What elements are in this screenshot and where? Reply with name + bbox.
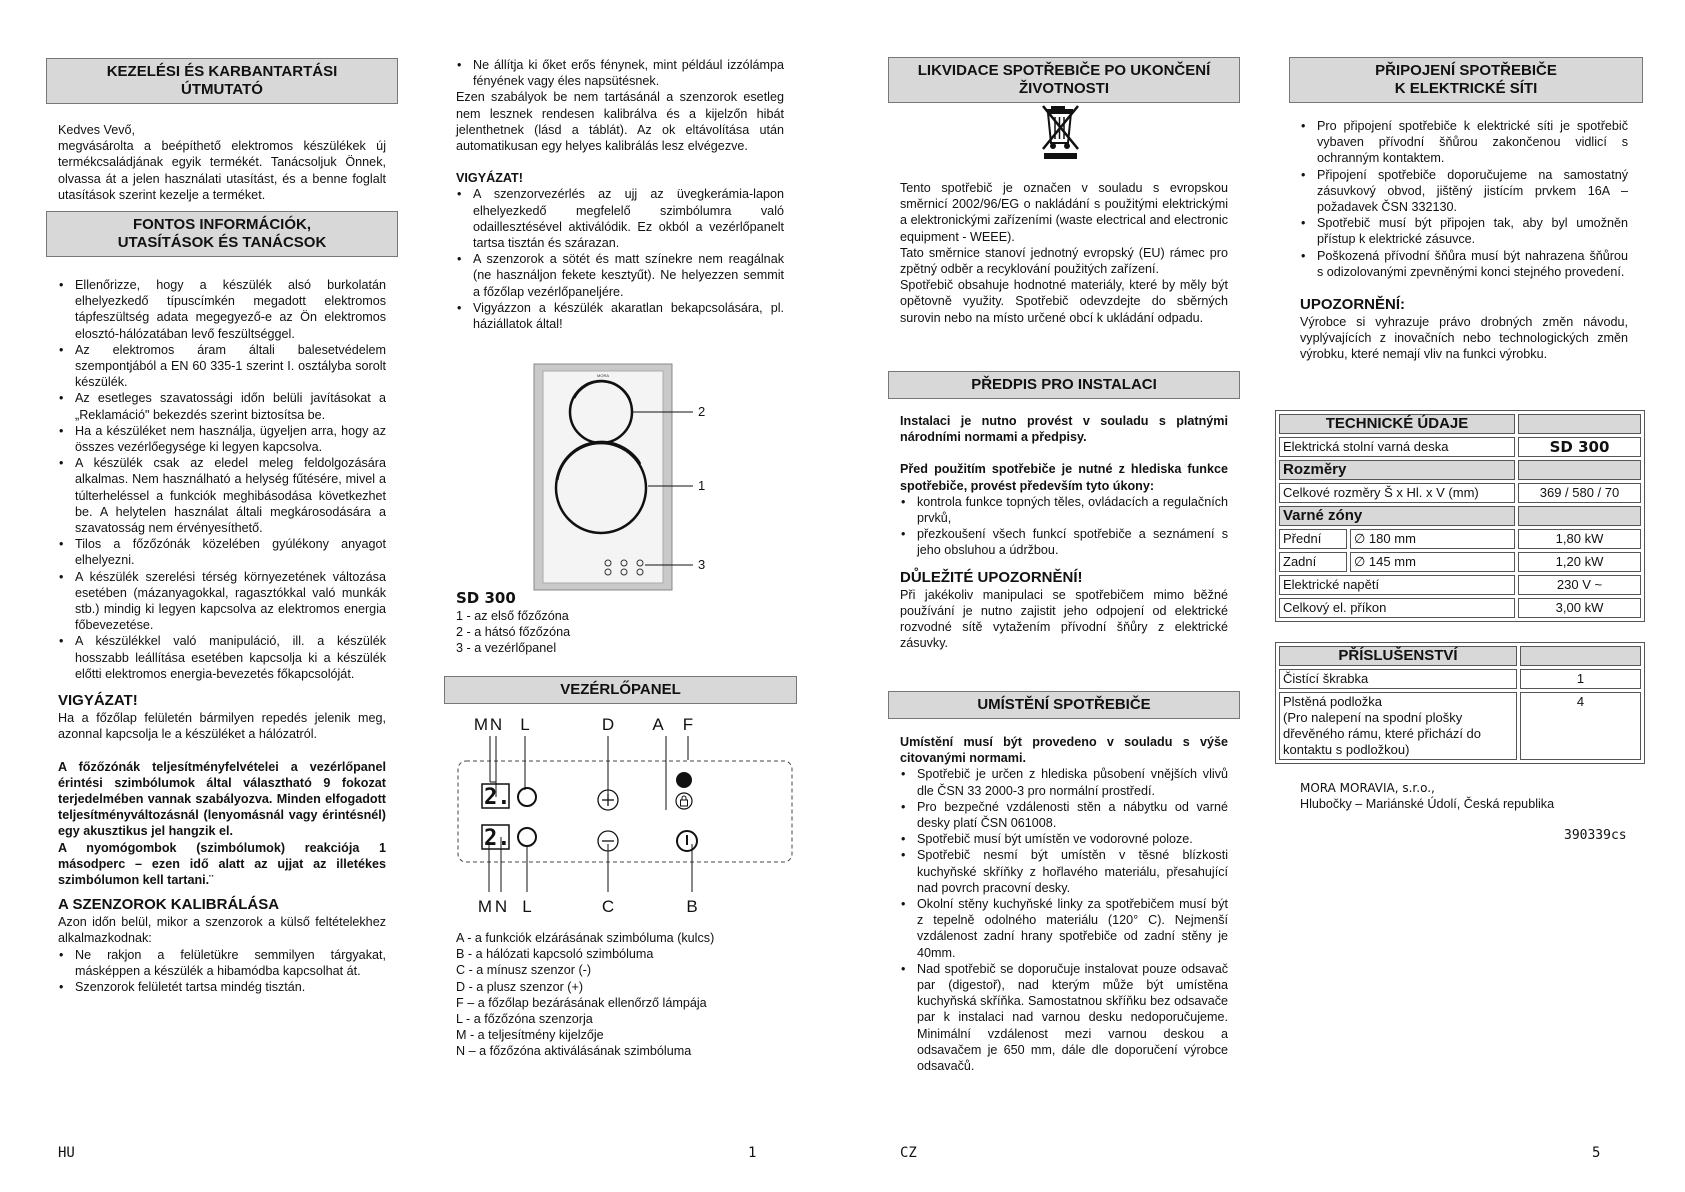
list-item: • Spotřebič musí být připojen tak, aby byl umožněn přístup k elektrické zásuvce. <box>1300 215 1628 247</box>
list-item: • Az esetleges szavatossági időn belüli javításokat a „Reklamáció" bekezdés szerint biztosítsa be. <box>58 390 386 422</box>
list-item: • kontrola funkce topných těles, ovládacích a regulačních prvků, <box>900 494 1228 526</box>
list-item: • Spotřebič je určen z hlediska působení vnějších vlivů dle ČSN 33 2000-3 pro normální prostředí. <box>900 766 1228 798</box>
power-label: Celkový el. příkon <box>1279 598 1515 618</box>
letter-b-bottom: B <box>686 897 698 916</box>
list-item: • Spotřebič nesmí být umístěn v těsné blízkosti kuchyňské skříňky z hořlavého materiálu, přesahující nad povrch pracovní desky. <box>900 847 1228 896</box>
zones-header: Varné zóny <box>1279 506 1515 526</box>
letter-a-top: A <box>652 715 664 734</box>
greeting: Kedves Vevő, <box>58 123 136 137</box>
model-label: SD 300 <box>456 589 516 607</box>
voltage-value: 230 V ~ <box>1518 575 1641 595</box>
list-item: • Pro bezpečné vzdálenosti stěn a nábytku od varné desky platí ČSN 061008. <box>900 799 1228 831</box>
table-row <box>1279 414 1641 434</box>
power-value: 3,00 kW <box>1518 598 1641 618</box>
letter-l-top: L <box>520 715 530 734</box>
dimensions-label: Celkové rozměry Š x Hl. x V (mm) <box>1279 483 1515 503</box>
legend-item: A - a funkciók elzárásának szimbóluma (kulcs) <box>456 931 715 945</box>
warning-text: Ha a főzőlap felületén bármilyen repedés jelenik meg, azonnal kapcsolja le a készüléket a hálózatról. <box>58 711 386 742</box>
list-item: • přezkoušení všech funkcí spotřebiče a seznámení s jeho obsluhou a údržbou. <box>900 526 1228 558</box>
hob-legend <box>456 588 756 657</box>
page-label-hu: HU <box>58 1145 75 1161</box>
weee-bin-icon <box>1040 103 1082 161</box>
button-reaction-text: A nyomógombok (szimbólumok) reakciója 1 másodperc – ezen idő alatt az ujjat az illetékes szimbólumon kell tartani.¨ <box>58 840 386 887</box>
product-label: Elektrická stolní varná deska <box>1279 437 1515 457</box>
list-item: • Szenzorok felületét tartsa mindég tisztán. <box>58 979 386 995</box>
voltage-label: Elektrické napětí <box>1279 575 1515 595</box>
section-header-operating: KEZELÉSI ÉS KARBANTARTÁSI ÚTMUTATÓ <box>46 58 398 104</box>
list-item: • Ellenőrizze, hogy a készülék alsó burkolatán elhelyezkedő típuscímkén megadott elektromos tápfeszültség adata megegyező-e az Ön elektromos elosztó-hálózatában levő feszültséggel. <box>58 277 386 342</box>
tech-title-blank <box>1518 414 1641 434</box>
list-item: • Ne rakjon a felületükre semmilyen tárgyakat, másképpen a készülék a hibamódba kapcsolhat át. <box>58 947 386 979</box>
company-name: MORA MORAVIA, s.r.o., <box>1300 781 1435 795</box>
list-item: • Az elektromos áram általi balesetvédelem szempontjából a EN 60 335-1 szerint I. osztályba sorolt készülék. <box>58 342 386 391</box>
column-hu-1 <box>58 58 386 995</box>
light-bullet <box>456 57 784 89</box>
placement-norms-text: Umístění musí být provedeno v souladu s výše citovanými normami. <box>900 735 1228 766</box>
column-cz-1 <box>900 180 1228 326</box>
warning-title: VIGYÁZAT! <box>58 692 138 710</box>
calibration-title: A SZENZOROK KALIBRÁLÁSA <box>58 896 280 914</box>
callout-1: 1 <box>698 478 706 493</box>
disposal-text-3: Spotřebič obsahuje hodnotné materiály, které by měly být opětovně využity. Spotřebič odevzdejte do sběrných surovin nebo na místo určené obcí k ukládání odpadu. <box>900 278 1228 325</box>
lock-indicator-lamp <box>676 772 692 788</box>
accessories-title-blank <box>1520 646 1641 666</box>
installation-norms-text: Instalaci je nutno provést v souladu s platnými národními normami a předpisy. <box>900 414 1228 445</box>
letter-c-bottom: C <box>601 897 615 916</box>
zone-sensor-rear <box>518 788 536 806</box>
section-header-important-info: FONTOS INFORMÁCIÓK, UTASÍTÁSOK ÉS TANÁCSOK <box>46 211 398 257</box>
scraper-label: Čistící škrabka <box>1279 669 1517 689</box>
legend-item: F – a főzőlap bezárásának ellenőrző lámpája <box>456 995 707 1010</box>
letter-d-top: D <box>601 715 615 734</box>
legend-item: 2 - a hátsó főzőzóna <box>456 625 571 640</box>
page-label-cz: CZ <box>900 1145 917 1161</box>
control-panel-diagram <box>452 712 797 917</box>
letter-l-bottom: L <box>522 897 532 916</box>
list-item: • A készülék csak az eledel meleg feldolgozására alkalmas. Nem használható a helység fűtésére, mivel a túlterheléssel a funkciók meghibásodása következhet be. A helytelen használat általi megkárosodására a szavatosság nem érvényesíthető. <box>58 455 386 536</box>
table-row <box>1279 575 1641 595</box>
warning-bullet-list <box>456 186 784 332</box>
important-notice-text: Při jakékoliv manipulaci se spotřebičem mimo běžné používání je nutno zajistit jeho odpojení od elektrické rozvodné sítě vytažením přívodní šňůry z elektrické zásuvky. <box>900 587 1228 651</box>
table-row <box>1279 646 1641 666</box>
placement-bullet-list <box>900 766 1228 1074</box>
column-cz-2 <box>1300 118 1628 363</box>
legend-item: N – a főzőzóna aktiválásának szimbóluma <box>456 1044 692 1059</box>
company-info <box>1300 780 1630 812</box>
list-item: • A készülék szerelési térség környezetének változása esetében (mázanyagokkal, ragasztókkal való munkák stb.) mindig ki legyen kapcsolva az elektromos energia főbevezetése. <box>58 569 386 634</box>
table-row <box>1279 483 1641 503</box>
important-notice-title: DŮLEŽITÉ UPOZORNĚNÍ! <box>900 568 1083 586</box>
list-item: • A szenzorvezérlés az ujj az üvegkerámia-lapon elhelyezkedő megfelelő szimbólumra való odaillesztésével aktiválódik. Ez okból a vezérlőpanelt tartsa tisztán és szárazan. <box>456 186 784 251</box>
letter-n-top: N <box>489 715 503 734</box>
letter-m-bottom: M <box>477 897 493 916</box>
warning-title-2: VIGYÁZAT! <box>456 171 523 186</box>
scraper-value: 1 <box>1520 669 1641 689</box>
calibration-text: Azon időn belül, mikor a szenzorok a külső feltételekhez alkalmazkodnak: <box>58 915 386 946</box>
hob-brand-logo: MORA <box>597 373 609 378</box>
felt-pad-value: 4 <box>1520 692 1641 760</box>
zones-blank <box>1518 506 1641 526</box>
legend-item: B - a hálózati kapcsoló szimbóluma <box>456 947 654 962</box>
pre-use-bullet-list <box>900 494 1228 559</box>
accessories-table <box>1275 642 1645 764</box>
list-item: • Ne állítja ki őket erős fénynek, mint például izzólámpa fényének vagy éles napsütésnek. <box>456 57 784 89</box>
zone-sensor-front <box>518 828 536 846</box>
list-item: • A készülékkel való manipuláció, ill. a készülék hosszabb leállítása esetében kapcsolja ki a készülék előtti elektromos energia-bevezetés főkapcsolóját. <box>58 633 386 682</box>
section-header-placement: UMÍSTĚNÍ SPOTŘEBIČE <box>888 691 1240 719</box>
letter-f-top: F <box>682 715 694 734</box>
felt-pad-label: Plstěná podložka (Pro nalepení na spodní plošky dřevěného rámu, které přichází do kontaktu s podložkou) <box>1279 692 1517 760</box>
notice-title: UPOZORNĚNÍ: <box>1300 296 1405 314</box>
table-row <box>1279 506 1641 526</box>
technical-data-table <box>1275 410 1645 622</box>
rear-zone-power: 1,20 kW <box>1518 552 1641 572</box>
table-row <box>1279 669 1641 689</box>
section-header-connection: PŘIPOJENÍ SPOTŘEBIČE K ELEKTRICKÉ SÍTI <box>1289 57 1643 103</box>
letter-n-bottom: N <box>494 897 508 916</box>
callout-2: 2 <box>698 404 706 419</box>
section-header-installation: PŘEDPIS PRO INSTALACI <box>888 371 1240 399</box>
column-hu-2 <box>456 57 784 332</box>
column-cz-installation <box>900 413 1228 651</box>
legend-item: M - a teljesítmény kijelzője <box>456 1028 604 1043</box>
intro-text: megvásárolta a beépíthető elektromos készülékek új termékcsaládjának egyik termékét. Tanácsoljuk Önnek, olvassa át a jelen használati utasítást, és a benne foglalt utasítások szerint kezelje a terméket. <box>58 139 386 202</box>
list-item: • Tilos a főzőzónák közelében gyúlékony anyagot elhelyezni. <box>58 536 386 568</box>
accessories-title-cell: PŘÍSLUŠENSTVÍ <box>1279 646 1517 666</box>
table-row <box>1279 529 1641 549</box>
column-cz-placement <box>900 734 1228 1074</box>
table-row <box>1279 552 1641 572</box>
table-row <box>1279 460 1641 480</box>
page-number-5: 5 <box>1592 1145 1601 1161</box>
legend-item: 1 - az első főzőzóna <box>456 609 569 623</box>
section-header-control-panel: VEZÉRLŐPANEL <box>444 676 797 704</box>
callout-3: 3 <box>698 557 706 572</box>
disposal-text-1: Tento spotřebič je označen v souladu s evropskou směrnicí 2002/96/EG o nakládání s použitými elektrickými a elektronickými zařízeními (waste electrical and electronic equipment - WEEE). <box>900 181 1228 244</box>
list-item: • Ha a készüléket nem használja, ügyeljen arra, hogy az összes vezérlőegysége ki legyen kapcsolva. <box>58 423 386 455</box>
connection-bullet-list <box>1300 118 1628 280</box>
front-zone-label: Přední <box>1279 529 1347 549</box>
page-number-1: 1 <box>748 1145 757 1161</box>
legend-item: D - a plusz szenzor (+) <box>456 979 584 994</box>
list-item: • Vigyázzon a készülék akaratlan bekapcsolására, pl. háziállatok által! <box>456 300 784 332</box>
pre-use-text: Před použitím spotřebiče je nutné z hlediska funkce spotřebiče, provést především tyto úkony: <box>900 462 1228 493</box>
info-bullet-list <box>58 277 386 682</box>
dimensions-header: Rozměry <box>1279 460 1515 480</box>
product-value: SD 300 <box>1518 437 1641 457</box>
legend-item: 3 - a vezérlőpanel <box>456 641 557 656</box>
disposal-text-2: Tato směrnice stanoví jednotný evropský (EU) rámec pro zpětný odběr a recyklování použitých zařízení. <box>900 245 1228 277</box>
calibration-note: Ezen szabályok be nem tartásánál a szenzorok esetleg nem lesznek rendesen kalibrálva és a kijelzőn hibát jelenthetnek (lásd a táblát). Az ok eltávolítása után automatikusan egy helyes kalibrálás lesz elvégezve. <box>456 90 784 154</box>
front-zone-power: 1,80 kW <box>1518 529 1641 549</box>
display-glyph-front: 2. <box>484 826 511 851</box>
table-row <box>1279 437 1641 457</box>
list-item: • Připojení spotřebiče doporučujeme na samostatný zásuvkový obvod, jištěný jistícím prvkem 16A – požadavek ČSN 332130. <box>1300 167 1628 216</box>
letter-m-top: M <box>473 715 489 734</box>
list-item: • Pro připojení spotřebiče k elektrické síti je spotřebič vybaven přívodní šňůrou zakončenou vidlicí s ochranným kontaktem. <box>1300 118 1628 167</box>
legend-item: L - a főzőzóna szenzorja <box>456 1012 593 1027</box>
list-item: • Okolní stěny kuchyňské linky za spotřebičem musí být z tepelně odolného materiálu (120° C). Nejmenší vzdálenost zadní hrany spotřebiče od zadní stěny je 40mm. <box>900 896 1228 961</box>
document-code: 390339cs <box>1564 828 1627 843</box>
hob-diagram <box>530 360 720 595</box>
control-panel-legend <box>456 930 786 1060</box>
company-address: Hlubočky – Mariánské Údolí, Česká republika <box>1300 797 1555 812</box>
front-zone-diameter: ∅ 180 mm <box>1350 529 1515 549</box>
notice-text: Výrobce si vyhrazuje právo drobných změn návodu, vyplývajících z inovačních nebo technologických změn výrobku, které nemají vliv na funkci výrobku. <box>1300 315 1628 362</box>
section-header-disposal: LIKVIDACE SPOTŘEBIČE PO UKONČENÍ ŽIVOTNOSTI <box>888 57 1240 103</box>
table-row <box>1279 692 1641 760</box>
list-item: • Spotřebič musí být umístěn ve vodorovné poloze. <box>900 831 1228 847</box>
rear-zone-diameter: ∅ 145 mm <box>1350 552 1515 572</box>
calibration-bullet-list <box>58 947 386 996</box>
lock-key-sensor <box>676 793 692 809</box>
list-item: • A szenzorok a sötét és matt színekre nem reagálnak (ne használjon fekete kesztyűt). Ne helyezzen semmit a főzőlap vezérlőpaneljére. <box>456 251 784 300</box>
list-item: • Poškozená přívodní šňůra musí být nahrazena šňůrou s odizolovanými zpevněnými konci stejného provedení. <box>1300 248 1628 280</box>
legend-item: C - a mínusz szenzor (-) <box>456 963 592 978</box>
power-levels-text: A főzőzónák teljesítményfelvételei a vezérlőpanel érintési szimbólumok által választható 9 fokozat terjedelmében vannak szabályozva. Minden elfogadott teljesítményváltozásnál (lenyomásnál vagy érintésnél) egy akusztikus jel hangzik el. <box>58 759 386 839</box>
dimensions-value: 369 / 580 / 70 <box>1518 483 1641 503</box>
table-row <box>1279 598 1641 618</box>
rear-zone-label: Zadní <box>1279 552 1347 572</box>
list-item: • Nad spotřebič se doporučuje instalovat pouze odsavač par (digestoř), nad kterým může být umístěna kuchyňská skříňka. Samostatnou skříňku bez odsavače par k instalaci nad varnou desku nedoporučujeme. Minimální vzdálenost mezi varnou deskou a odsavačem je 650 mm, dále dle doporučení výrobce odsavačů. <box>900 961 1228 1074</box>
tech-title-cell: TECHNICKÉ ÚDAJE <box>1279 414 1515 434</box>
display-glyph-rear: 2. <box>484 785 511 810</box>
dimensions-blank <box>1518 460 1641 480</box>
